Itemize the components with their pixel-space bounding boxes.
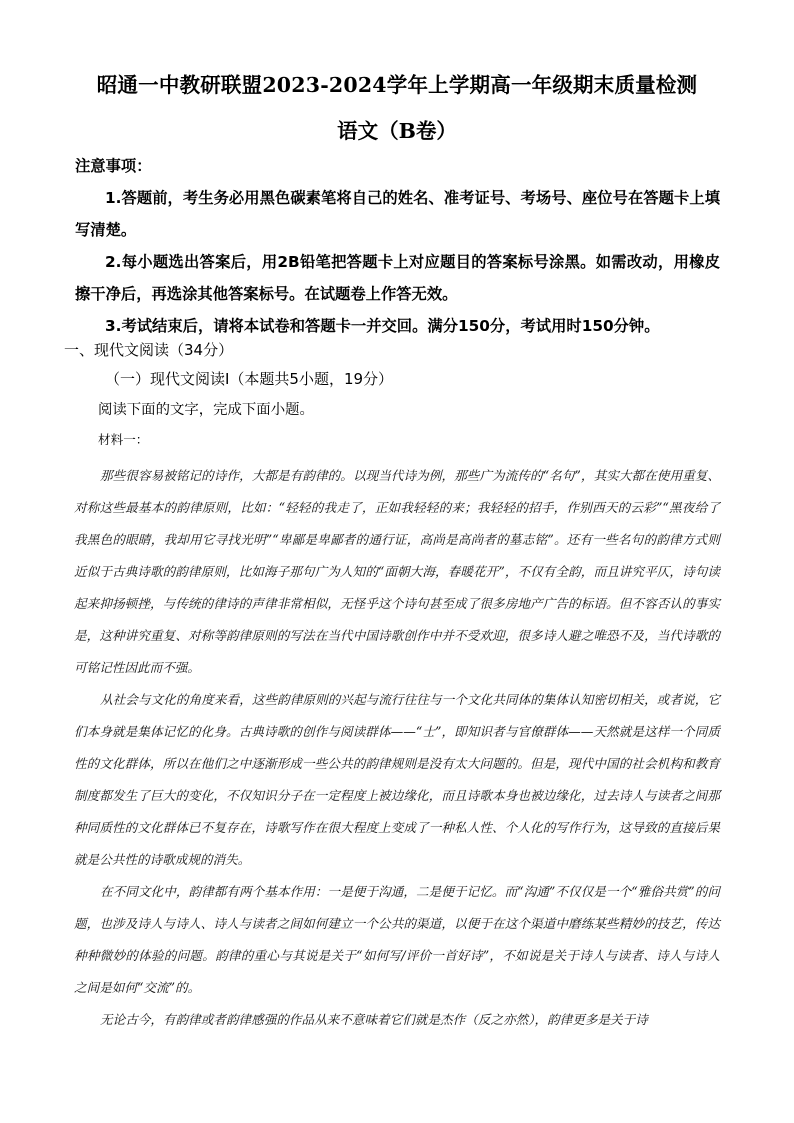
passage-paragraph: 无论古今，有韵律或者韵律感强的作品从来不意味着它们就是杰作（反之亦然），韵律更多是关于诗 xyxy=(100,1012,648,1027)
material-label: 材料一： xyxy=(98,432,149,447)
subsection-heading: （一）现代文阅读Ⅰ（本题共5小题，19分） xyxy=(105,370,394,388)
exam-subtitle: 语文（B卷） xyxy=(337,119,457,143)
passage-paragraph: 那些很容易被铭记的诗作，大都是有韵律的。以现当代诗为例，那些广为流传的“名句”，其实大都在使用重复、对称这些最基本的韵律原则，比如：“轻轻的我走了，正如我轻轻的来；我轻轻的招手，作别西天的云彩”“黑夜给了我黑色的眼睛，我却用它寻找光明”“卑鄙是卑鄙者的通行证，高尚是高尚者的墓志铭”。还有一些名句的韵律方式则近似于古典诗歌的韵律原则，比如海子那句广为人知的“面朝大海，春暖花开”，不仅有全韵，而且讲究平仄，诗句读起来抑扬顿挫，与传统的律诗的声律非常相似，无怪乎这个诗句甚至成了很多房地产广告的标语。但不容否认的事实是，这种讲究重复、对称等韵律原则的写法在当代中国诗歌创作中并不受欢迎，很多诗人避之唯恐不及，当代诗歌的可铭记性因此而不强。 xyxy=(74,468,720,675)
reading-instruction: 阅读下面的文字，完成下面小题。 xyxy=(98,402,314,418)
section-heading: 一、现代文阅读（34分） xyxy=(64,341,234,359)
exam-title: 昭通一中教研联盟2023-2024学年上学期高一年级期末质量检测 xyxy=(96,73,698,97)
passage-paragraph: 在不同文化中，韵律都有两个基本作用：一是便于沟通，二是便于记忆。而“沟通”不仅仅是一个“雅俗共赏”的问题，也涉及诗人与诗人、诗人与读者之间如何建立一个公共的渠道，以便于在这个渠道中磨练某些精妙的技艺，传达种种微妙的体验的问题。韵律的重心与其说是关于“如何写/评价一首好诗”，不如说是关于诗人与读者、诗人与诗人之间是如何“交流”的。 xyxy=(74,884,720,995)
passage-paragraph: 从社会与文化的角度来看，这些韵律原则的兴起与流行往往与一个文化共同体的集体认知密切相关，或者说，它们本身就是集体记忆的化身。古典诗歌的创作与阅读群体——“士”，即知识者与官僚群体——天然就是这样一个同质性的文化群体，所以在他们之中逐渐形成一些公共的韵律规则是没有太大问题的。但是，现代中国的社会机构和教育制度都发生了巨大的变化，不仅知识分子在一定程度上被边缘化，而且诗歌本身也被边缘化，过去诗人与读者之间那种同质性的文化群体已不复存在，诗歌写作在很大程度上变成了一种私人性、个人化的写作行为，这导致的直接后果就是公共性的诗歌成规的消失。 xyxy=(74,692,720,867)
notice-item-1: 1.答题前，考生务必用黑色碳素笔将自己的姓名、准考证号、考场号、座位号在答题卡上填写清楚。 xyxy=(75,189,720,239)
notice-item-3: 3.考试结束后，请将本试卷和答题卡一并交回。满分150分，考试用时150分钟。 xyxy=(105,317,660,335)
notice-block xyxy=(75,150,720,342)
notice-heading: 注意事项： xyxy=(75,157,152,175)
reading-passage xyxy=(74,460,720,1036)
notice-item-2: 2.每小题选出答案后，用2B铅笔把答题卡上对应题目的答案标号涂黑。如需改动，用橡皮擦干净后，再选涂其他答案标号。在试题卷上作答无效。 xyxy=(75,253,720,303)
